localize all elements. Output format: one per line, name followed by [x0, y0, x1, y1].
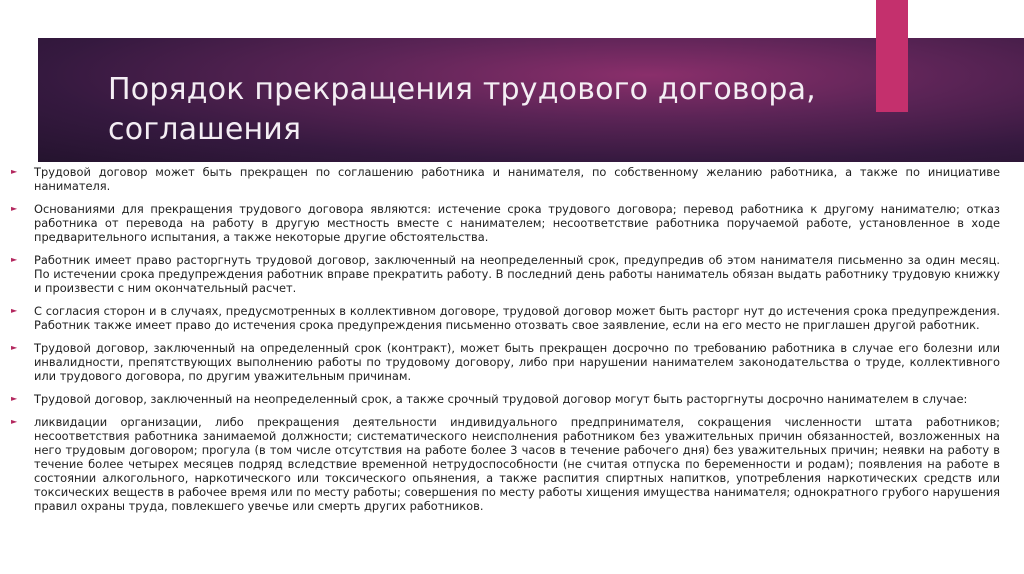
- bullet-item: [10, 415, 1000, 513]
- bullet-text: Трудовой договор может быть прекращен по соглашению работника и нанимателя, по собственному желанию работника, а также по инициативе нанимателя.: [34, 165, 1000, 193]
- triangle-right-icon: ►: [11, 306, 18, 315]
- bullet-item: [10, 165, 1000, 193]
- bullet-item: [10, 202, 1000, 244]
- accent-bar: [876, 0, 908, 112]
- bullet-item: [10, 304, 1000, 332]
- bullet-text: ликвидации организации, либо прекращения деятельности индивидуального предпринимателя, сокращения численности штата работников; несоответствия работника занимаемой должности; систематического неисполнения работником без уважительных причин обязанностей, возложенных на него трудовым договором; прогула (в том числе отсутствия на работе более 3 часов в течение рабочего дня) без уважительных причин; неявки на работу в течение более четырех месяцев подряд вследствие временной нетрудоспособности (не считая отпуска по беременности и родам); появления на работе в состоянии алкогольного, наркотического или токсического опьянения, а также распития спиртных напитков, употребления наркотических средств или токсических веществ в рабочее время или по месту работы; совершения по месту работы хищения имущества нанимателя; однократного грубого нарушения правил охраны труда, повлекшего увечье или смерть других работников.: [34, 415, 1000, 513]
- triangle-right-icon: ►: [11, 255, 18, 264]
- bullet-text: Основаниями для прекращения трудового договора являются: истечение срока трудового договора; перевод работника к другому нанимателю; отказ работника от перевода на работу в другую местность вместе с нанимателем; несоответствие работника поручаемой работе, установленное в ходе предварительного испытания, а также некоторые другие обстоятельства.: [34, 202, 1000, 244]
- bullet-text: Работник имеет право расторгнуть трудовой договор, заключенный на неопределенный срок, предупредив об этом нанимателя письменно за один месяц. По истечении срока предупреждения работник вправе прекратить работу. В последний день работы наниматель обязан выдать работнику трудовую книжку и произвести с ним окончательный расчет.: [34, 253, 1000, 295]
- slide-title: Порядок прекращения трудового договора, соглашения: [108, 72, 816, 147]
- bullet-text: Трудовой договор, заключенный на неопределенный срок, а также срочный трудовой договор могут быть расторгнуты досрочно нанимателем в случае:: [34, 392, 968, 406]
- bullet-list: [10, 165, 1000, 522]
- bullet-item: [10, 253, 1000, 295]
- triangle-right-icon: ►: [11, 394, 18, 403]
- bullet-item: [10, 392, 1000, 406]
- triangle-right-icon: ►: [11, 343, 18, 352]
- triangle-right-icon: ►: [11, 167, 18, 176]
- bullet-text: С согласия сторон и в случаях, предусмотренных в коллективном договоре, трудовой договор может быть расторг нут до истечения срока предупреждения. Работник также имеет право до истечения срока предупреждения письменно отозвать свое заявление, если на его место не приглашен другой работник.: [34, 304, 1000, 332]
- bullet-item: [10, 341, 1000, 383]
- triangle-right-icon: ►: [11, 417, 18, 426]
- bullet-text: Трудовой договор, заключенный на определенный срок (контракт), может быть прекращен досрочно по требованию работника в случае его болезни или инвалидности, препятствующих выполнению работы по трудовому договору, либо при нарушении нанимателем законодательства о труде, коллективного или трудового договора, по другим уважительным причинам.: [34, 341, 1000, 383]
- triangle-right-icon: ►: [11, 204, 18, 213]
